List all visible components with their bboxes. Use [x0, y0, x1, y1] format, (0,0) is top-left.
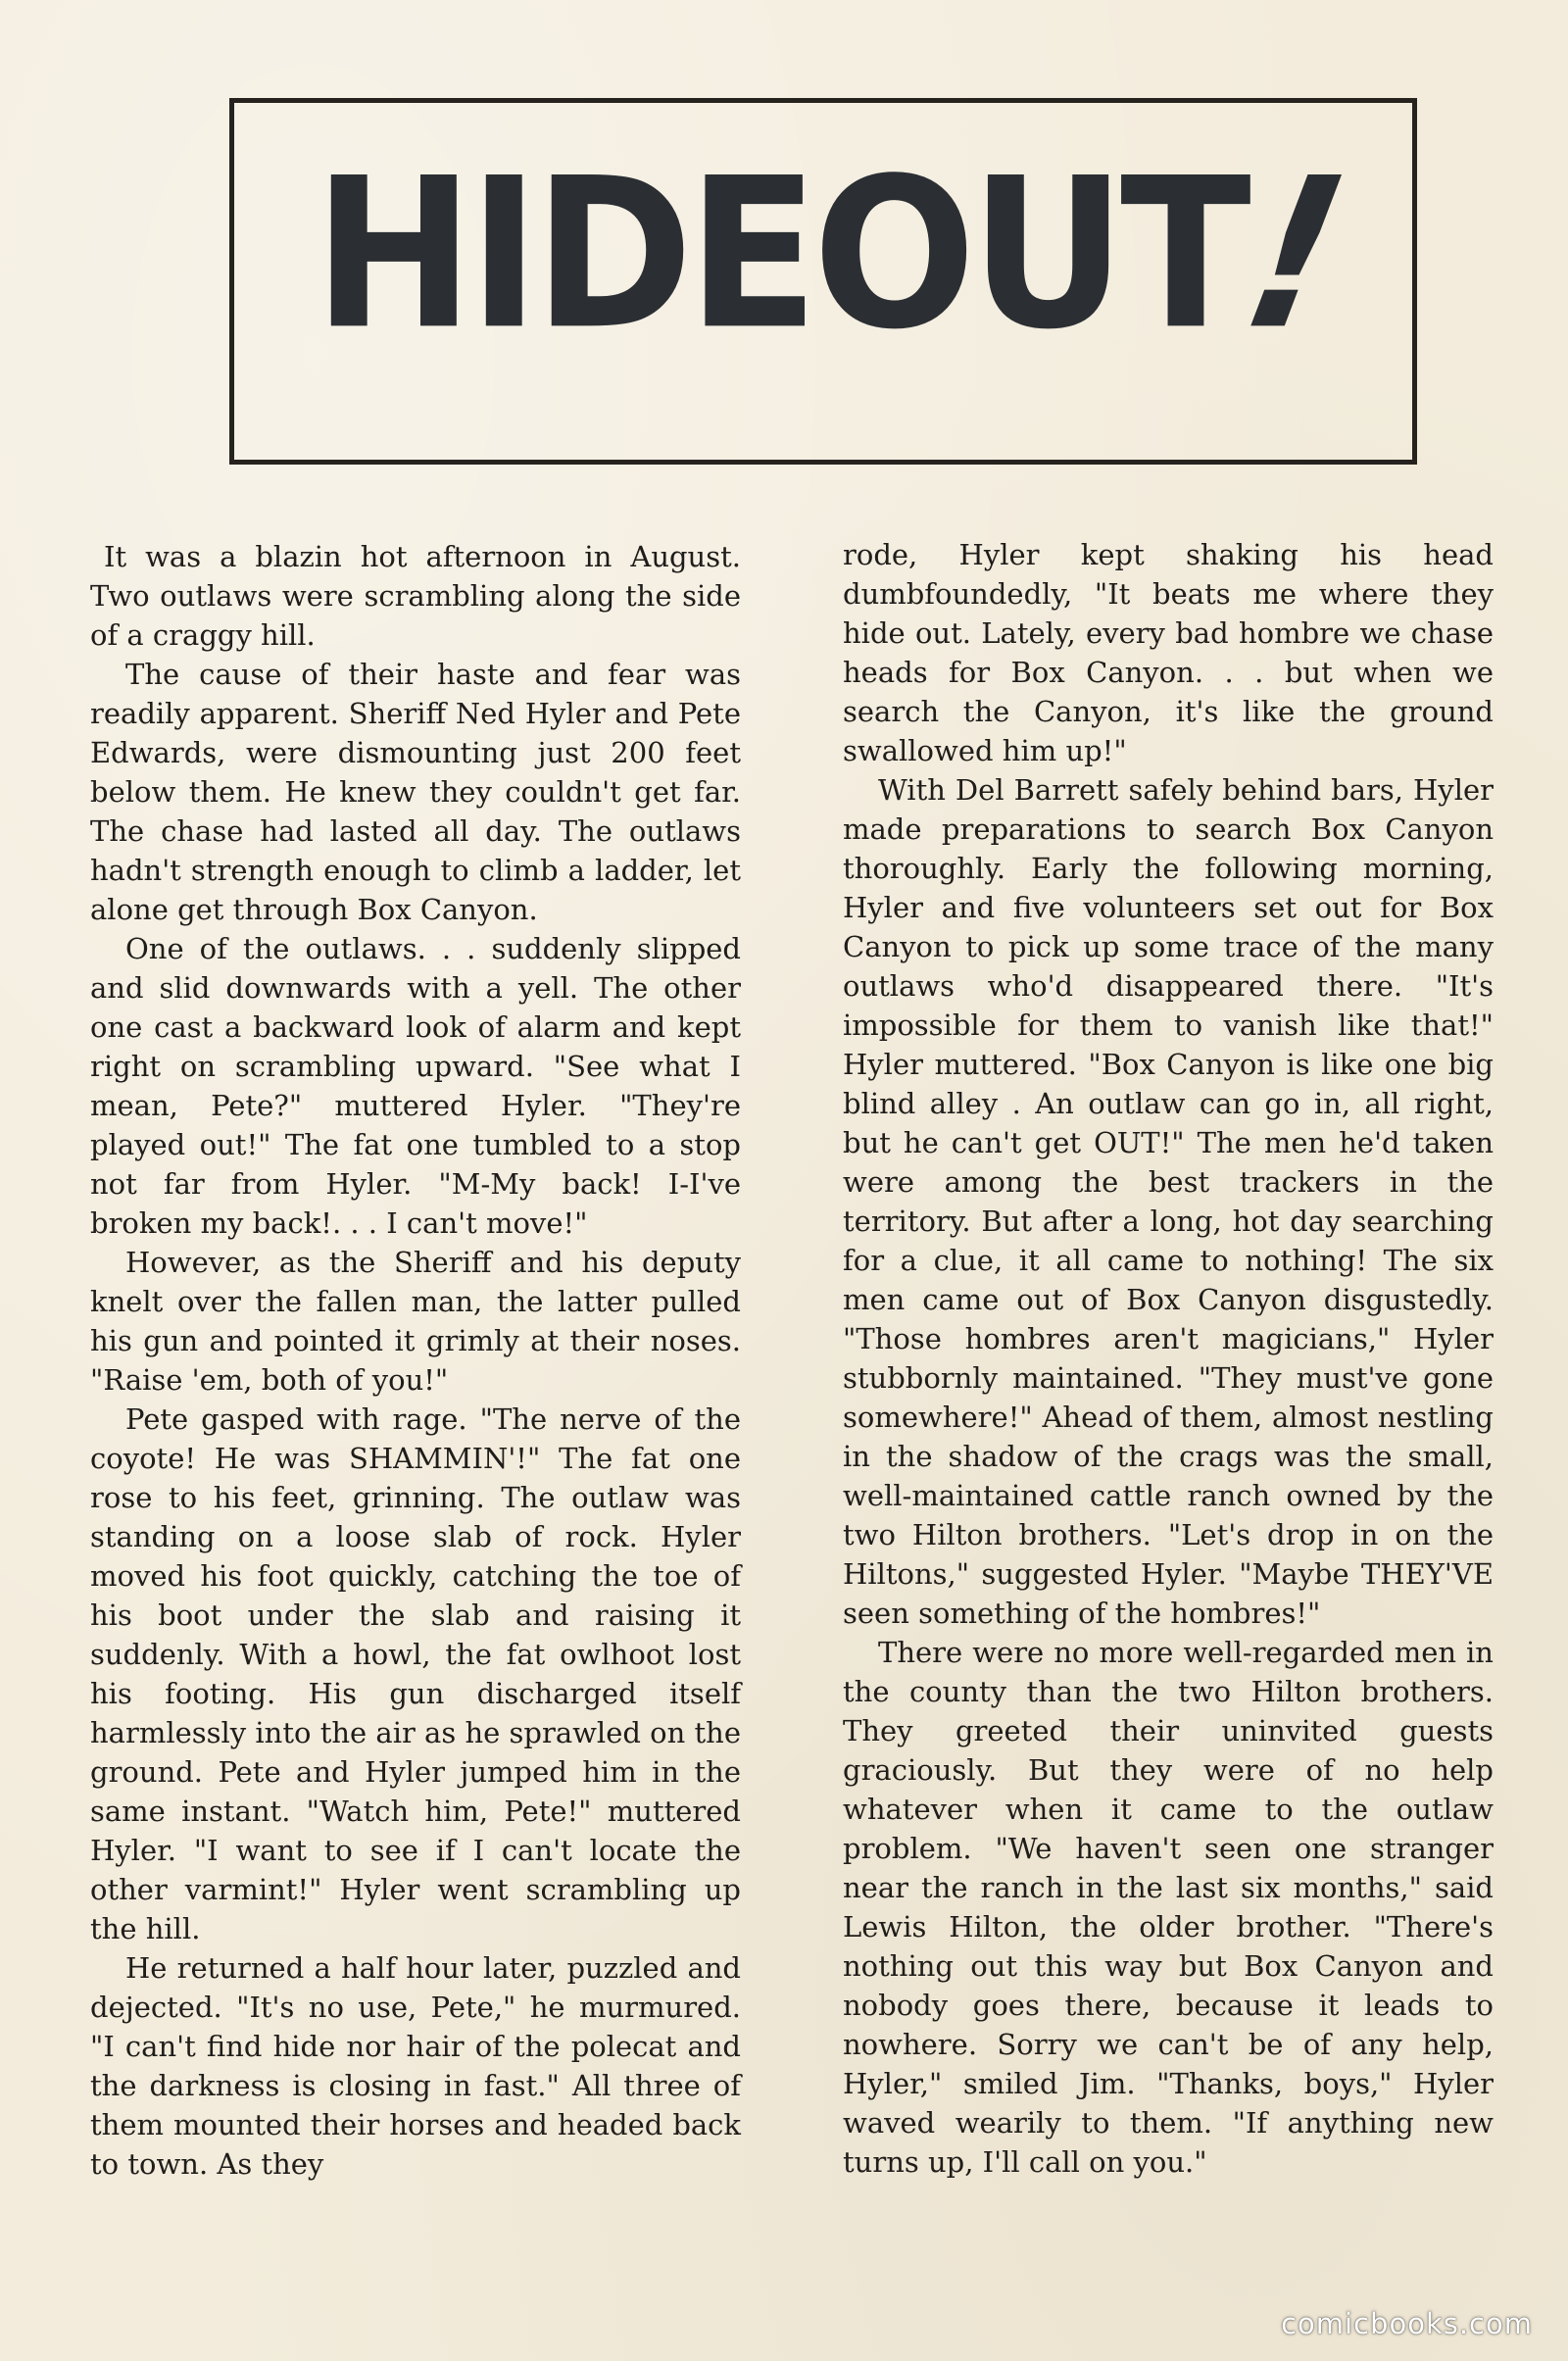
paragraph: rode, Hyler kept shaking his head dumbfoundedly, "It beats me where they hide out. Lately, every bad hombre we chase heads for Box Canyon. . . but when we search the Canyon, it's like the ground swallowed him up!": [843, 538, 1494, 767]
source-watermark: comicbooks.com: [1281, 2307, 1533, 2340]
text-column-right: [843, 535, 1494, 2182]
paragraph: There were no more well-regarded men in the county than the two Hilton brothers. They greeted their uninvited guests graciously. But they were of no help whatever when it came to the outlaw problem. "We haven't seen one stranger near the ranch in the last six months," said Lewis Hilton, the older brother. "There's nothing out this way but Box Canyon and nobody goes there, because it leads to nowhere. Sorry we can't be of any help, Hyler," smiled Jim. "Thanks, boys," Hyler waved wearily to them. "If anything new turns up, I'll call on you.": [843, 1636, 1494, 2179]
text-column-left: [90, 537, 741, 2184]
paragraph: He returned a half hour later, puzzled and dejected. "It's no use, Pete," he murmured. "I can't find hide nor hair of the polecat and the darkness is closing in fast." All three of them mounted their horses and headed back to town. As they: [90, 1951, 741, 2181]
story-title-word: HIDEOUT: [313, 133, 1246, 376]
paragraph: One of the outlaws. . . suddenly slipped and slid downwards with a yell. The other one cast a backward look of alarm and kept right on scrambling upward. "See what I mean, Pete?" muttered Hyler. "They're played out!" The fat one tumbled to a stop not far from Hyler. "M-My back! I-I've broken my back!. . . I can't move!": [90, 932, 741, 1240]
paragraph: Pete gasped with rage. "The nerve of the coyote! He was SHAMMIN'!" The fat one rose to his feet, grinning. The outlaw was standing on a loose slab of rock. Hyler moved his foot quickly, catching the toe of his boot under the slab and raising it suddenly. With a howl, the fat owlhoot lost his footing. His gun discharged itself harmlessly into the air as he sprawled on the ground. Pete and Hyler jumped him in the same instant. "Watch him, Pete!" muttered Hyler. "I want to see if I can't locate the other varmint!" Hyler went scrambling up the hill.: [90, 1402, 741, 1945]
story-title: [234, 133, 1412, 376]
paragraph: It was a blazin hot afternoon in August. Two outlaws were scrambling along the side of a craggy hill.: [90, 540, 741, 652]
story-title-exclamation: !: [1227, 133, 1357, 376]
title-frame: [229, 98, 1417, 465]
paragraph: With Del Barrett safely behind bars, Hyler made preparations to search Box Canyon thoroughly. Early the following morning, Hyler and five volunteers set out for Box Canyon to pick up some trace of the many outlaws who'd disappeared there. "It's impossible for them to vanish like that!" Hyler muttered. "Box Canyon is like one big blind alley . An outlaw can go in, all right, but he can't get OUT!" The men he'd taken were among the best trackers in the territory. But after a long, hot day searching for a clue, it all came to nothing! The six men came out of Box Canyon disgustedly. "Those hombres aren't magicians," Hyler stubbornly maintained. "They must've gone somewhere!" Ahead of them, almost nestling in the shadow of the crags was the small, well-maintained cattle ranch owned by the two Hilton brothers. "Let's drop in on the Hiltons," suggested Hyler. "Maybe THEY'VE seen something of the hombres!": [843, 773, 1494, 1630]
paragraph: The cause of their haste and fear was readily apparent. Sheriff Ned Hyler and Pete Edwards, were dismounting just 200 feet below them. He knew they couldn't get far. The chase had lasted all day. The outlaws hadn't strength enough to climb a ladder, let alone get through Box Canyon.: [90, 658, 741, 926]
paragraph: However, as the Sheriff and his deputy knelt over the fallen man, the latter pulled his gun and pointed it grimly at their noses. "Raise 'em, both of you!": [90, 1246, 741, 1397]
